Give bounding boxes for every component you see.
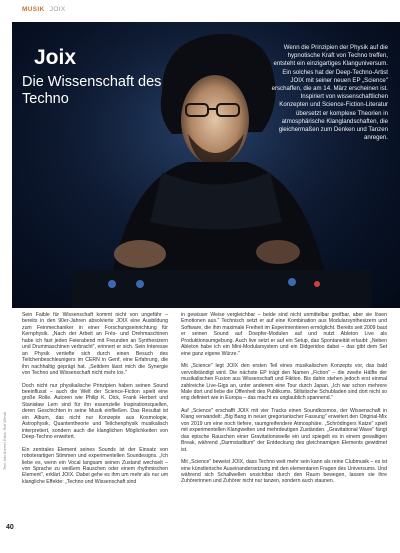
section-label: MUSIK bbox=[22, 6, 45, 13]
body-paragraph: Ein zentrales Element seines Sounds ist der Einsatz von roboterartigen Stimmen und experimentellen Soundesigns. „Ich liebe es, wenn ein Vocal langsam seinen Zustand wechselt – von Sprache zu weißem Rauschen oder einem rhythmischen Element", erklärt JOIX. Dabei gehe es ihm um mehr als nur um klangliche Effekte: „Techno und Wissenschaft sind bbox=[22, 446, 168, 485]
page-number: 40 bbox=[6, 524, 14, 531]
body-paragraph: in gewisser Weise vergleichbar – beide sind nicht unmittelbar greifbar, aber sie lösen Emotionen aus." Technisch setzt er auf eine Kombination aus Modularsynthesizern und Software, die ihm maximale Freiheit im Experimentieren ermöglicht. Bereits seit 2009 baut er seinen Sound auf Doepfer-Modulen auf und nutzt Ableton Live als Produktionsumgebung. Auch live setzt er auf ein Setup, das Spontaneität erlaubt: „Neben Ableton habe ich ein Mini-Modularsystem und ein Didgeridoo dabei – das gibt dem Set eine ganz eigene Würze." bbox=[181, 312, 387, 357]
body-column-2 bbox=[181, 312, 387, 491]
topic-label: JOIX bbox=[49, 6, 66, 13]
body-paragraph: Auf „Science" erschafft JOIX mit vier Tracks einen Soundkosmos, der Wissenschaft in Klang verwandelt: „Big Bang in neuer gregorianischer Fassung" erweitert den Original-Mix von 2019 um eine noch tiefere, raumgreifendere Atmosphäre. „Schrödingers Katze" spielt mit experimentellen Klangwelten und mehrdeutigen Zuständen. „Gravitational Wave" fängt das epische Rauschen einer Gravitationswelle ein und spiegelt es in einem gewaltigen Break, während „Darmstadtium" der Entdeckung des gleichnamigen Elements gewidmet ist. bbox=[181, 407, 387, 453]
hero-intro-text: Wenn die Prinzipien der Physik auf die hypnotische Kraft von Techno treffen, entsteht ein einzigartiges Klanguniversum. Ein solches hat der Deep-Techno-Artist JOIX mit seiner neuen EP „Science" erschaffen, die am 14. März erscheinen ist. Inspiriert von wissenschaftlichen Konzepten und Science-Fiction-Literatur übersetzt er komplexe Theorien in atmosphärische Klanglandschaften, die gleichermaßen zum Denken und Tanzen anregen. bbox=[271, 44, 388, 142]
hero-title: Joix bbox=[34, 46, 77, 69]
hero-subtitle: Die Wissenschaft des Techno bbox=[22, 74, 162, 107]
body-column-1 bbox=[22, 312, 168, 491]
body-paragraph: Mit „Science" beweist JOIX, dass Techno weit mehr sein kann als reine Clubmusik – es ist eine künstlerische Auseinandersetzung mit den elementaren Fragen des Universums. Und während sich Schallwellen unsichtbar durch den Raum bewegen, lassen sie ihre Zuhörerinnen und Zuhörer nicht nur tanzen, sondern auch staunen. bbox=[181, 459, 387, 485]
photo-credit: Text: Udo Bremer Fotos: Rolf Wendt bbox=[3, 412, 7, 470]
body-paragraph: Mit „Science" legt JOIX den ersten Teil eines musikalischen Konzepts vor, das bald vervollständigt wird. Die nächste EP trägt den Namen „Fiction" – die zweite Hälfte der musikalischen Fusion aus Wissenschaft und Fiktion. Bis dahin stehen jedoch erst einmal zahlreiche Live-Gigs an, unter anderem eine Tour durch Japan. „Ich war schon mehrere Male dort und liebe die Offenheit des Publikums. Stilistische Schubladen sind dort nicht so eng definiert wie in Europa – das macht es unglaublich spannend." bbox=[181, 363, 387, 402]
section-header bbox=[22, 6, 66, 13]
body-paragraph: Doch nicht nur physikalische Prinzipien haben seinen Sound beeinflusst – auch die Welt der Science-Fiction spielt eine große Rolle. Autoren wie Philip K. Dick, Frank Herbert und Stanisław Lem sind für ihn essenzielle Inspirationsquellen, deren Geschichten in seine Musik einfließen. Das Resultat ist ein Album, das nicht nur Konzepte aus Kosmologie, Astrophysik, Quantentheorie und Teilchenphysik musikalisch interpretiert, sondern auch die klanglichen Möglichkeiten von Deep-Techno erweitert. bbox=[22, 382, 168, 441]
body-paragraph: Sein Faible für Wissenschaft kommt nicht von ungefähr – bereits in den 90er-Jahren absolvierte JOIX eine Ausbildung zum Feinmechaniker in einer Forschungseinrichtung für Kernphysik. „Nach der Arbeit an Frés- und Drehmaschinen habe ich fast jeden Feierabend mit Freunden an Synthesizern und Drummaschinen verbracht", erinnert er sich. Sein Interesse an Physik vertiefte sich durch einen Besuch des Teilchenbeschleunigers im CERN in Genf, eine Erfahrung, die ihn nachhaltig geprägt hat. „Seitdem lässt mich die Synergie von Techno und Wissenschaft nicht mehr los." bbox=[22, 312, 168, 377]
hero-photo bbox=[12, 22, 400, 308]
